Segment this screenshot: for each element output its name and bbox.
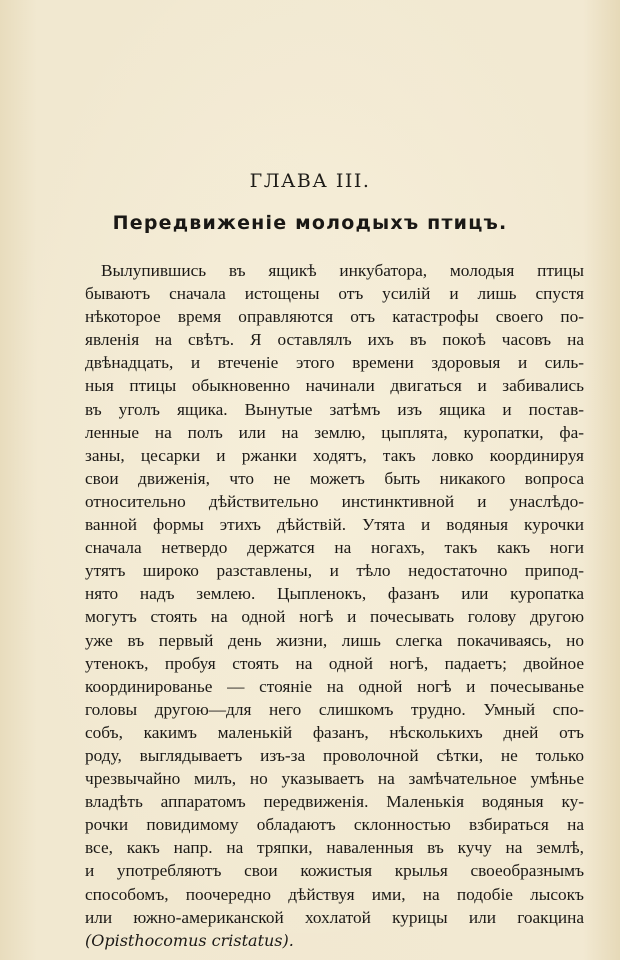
text-line: двѣнадцать, и втеченіе этого времени здоровыя и силь- <box>85 353 584 373</box>
text-line: роду, выглядываетъ изъ-за проволочной сѣтки, не только <box>85 745 584 765</box>
text-line: Вылупившись въ ящикѣ инкубатора, молодыя птицы <box>101 261 584 280</box>
text-line: головы другою—для него слишкомъ трудно. Умный спо- <box>85 699 584 719</box>
text-line: относительно дѣйствительно инстинктивной и унаслѣдо- <box>85 491 584 511</box>
text-line: или южно-американской хохлатой курицы или гоакцина <box>85 907 584 927</box>
body-paragraph <box>85 259 584 952</box>
text-line: утенокъ, пробуя стоять на одной ногѣ, падаетъ; двойное <box>85 653 584 673</box>
text-line: свои движенія, что не можетъ быть никакого вопроса <box>85 468 584 488</box>
text-line: утятъ широко разставлены, и тѣло недостаточно припод- <box>85 561 584 581</box>
text-line: способомъ, поочередно дѣйствуя ими, на подобіе лысокъ <box>85 884 584 904</box>
text-line: нѣкоторое время оправляются отъ катастрофы своего по- <box>85 307 584 327</box>
text-line: ныя птицы обыкновенно начинали двигаться и забивались <box>85 376 584 396</box>
text-line: все, какъ напр. на тряпки, наваленныя въ кучу на землѣ, <box>85 838 584 858</box>
text-line: ленные на полъ или на землю, цыплята, куропатки, фа- <box>85 422 584 442</box>
text-line: координированье — стояніе на одной ногѣ и почесыванье <box>85 676 584 696</box>
text-line: и употребляютъ свои кожистыя крылья своеобразнымъ <box>85 861 584 881</box>
text-line: заны, цесарки и ржанки ходятъ, такъ ловко координируя <box>85 445 584 465</box>
text-line: собъ, какимъ маленькій фазанъ, нѣсколькихъ дней отъ <box>85 722 584 742</box>
text-line: бываютъ сначала истощены отъ усилій и лишь спустя <box>85 284 584 304</box>
text-line: явленія на свѣтъ. Я оставлялъ ихъ въ покоѣ часовъ на <box>85 330 584 350</box>
text-line: чрезвычайно милъ, но указываетъ на замѣчательное умѣнье <box>85 769 584 789</box>
text-line: могутъ стоять на одной ногѣ и почесывать голову другою <box>85 607 584 627</box>
text-line: въ уголъ ящика. Вынутые затѣмъ изъ ящика и постав- <box>85 399 584 419</box>
chapter-heading: ГЛАВА III. <box>249 170 371 192</box>
text-line: нято надъ землею. Цыпленокъ, фазанъ или куропатка <box>85 584 584 604</box>
text-line: сначала нетвердо держатся на ногахъ, такъ какъ ноги <box>85 538 584 558</box>
section-title: Передвиженіе молодыхъ птицъ. <box>112 212 508 234</box>
text-line: владѣть аппаратомъ передвиженія. Маленькія водяныя ку- <box>85 792 584 812</box>
text-line-last <box>85 929 584 952</box>
latin-species-name: (Opisthocomus cristatus). <box>85 930 294 950</box>
text-line: уже въ первый день жизни, лишь слегка покачиваясь, но <box>85 630 584 650</box>
text-line: рочки повидимому обладаютъ склонностью взбираться на <box>85 815 584 835</box>
text-line: ванной формы этихъ дѣйствій. Утята и водяныя курочки <box>85 515 584 535</box>
